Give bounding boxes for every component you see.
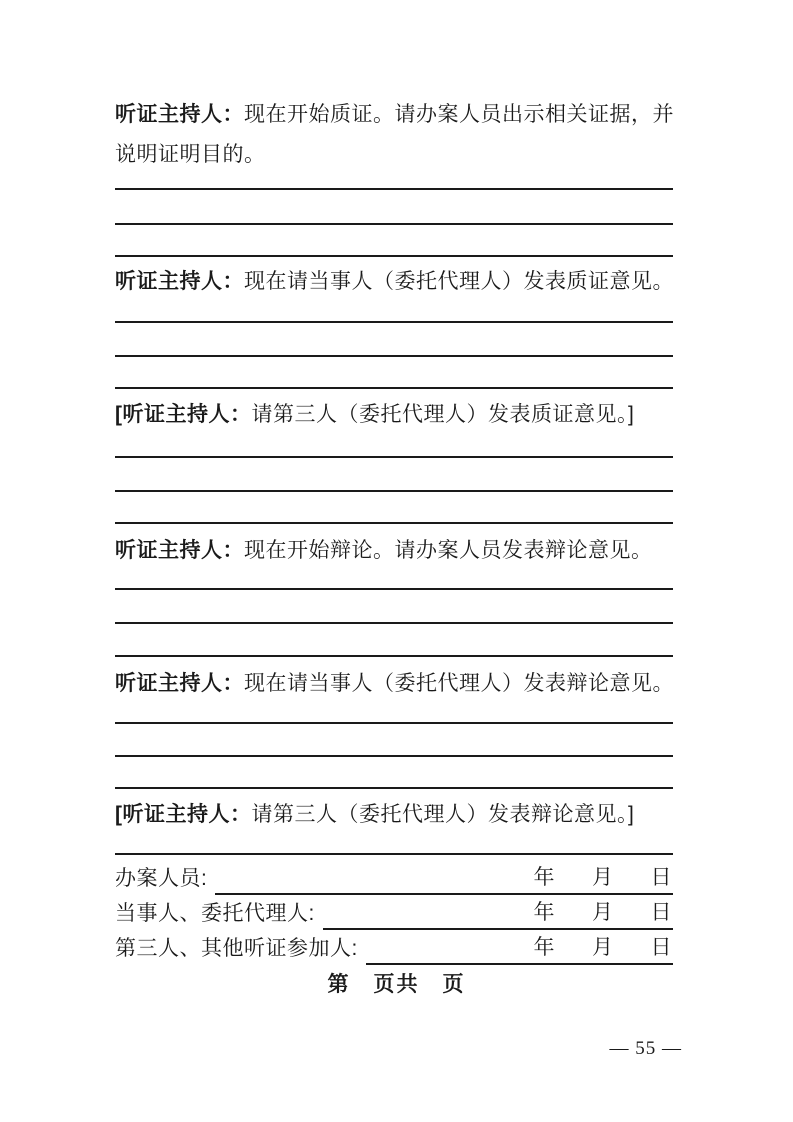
paragraph-text: 请第三人（委托代理人）发表质证意见。] bbox=[251, 403, 635, 426]
month-label: 月 bbox=[592, 901, 614, 924]
paragraph-third-party-debate bbox=[115, 795, 673, 835]
ruled-blank-line bbox=[115, 722, 673, 724]
ruled-blank-line bbox=[115, 490, 673, 492]
day-label: 日 bbox=[650, 901, 672, 924]
year-label: 年 bbox=[533, 936, 555, 959]
paragraph-text: 现在请当事人（委托代理人）发表辩论意见。 bbox=[244, 672, 674, 695]
ruled-blank-line bbox=[115, 255, 673, 257]
speaker-label: 听证主持人： bbox=[115, 103, 244, 126]
ruled-blank-line bbox=[115, 787, 673, 789]
ruled-blank-line bbox=[115, 223, 673, 225]
paragraph-text: 现在开始质证。请办案人员出示相关证据，并 bbox=[244, 103, 674, 126]
signature-row-case-handlers bbox=[115, 860, 673, 895]
signature-blank-line bbox=[323, 893, 673, 930]
paragraph-party-cross-examination bbox=[115, 262, 673, 302]
ruled-blank-line bbox=[115, 622, 673, 624]
paragraph-text: 请第三人（委托代理人）发表辩论意见。] bbox=[251, 803, 635, 826]
signature-label: 第三人、其他听证参加人: bbox=[115, 937, 358, 960]
year-label: 年 bbox=[533, 901, 555, 924]
paragraph-party-debate bbox=[115, 664, 673, 704]
paragraph-debate-start bbox=[115, 531, 673, 571]
paragraph-text: 现在请当事人（委托代理人）发表质证意见。 bbox=[244, 270, 674, 293]
ruled-blank-line bbox=[115, 755, 673, 757]
ruled-blank-line bbox=[115, 588, 673, 590]
paragraph-cross-examination-start bbox=[115, 95, 673, 175]
speaker-label: 听证主持人： bbox=[115, 672, 244, 695]
date-fields bbox=[534, 932, 674, 963]
paragraph-text-line2: 说明证明目的。 bbox=[115, 143, 266, 166]
signature-blank-line bbox=[215, 858, 673, 895]
page-counter: 第 页共 页 bbox=[327, 973, 466, 996]
ruled-blank-line bbox=[115, 853, 673, 855]
signature-blank-line bbox=[366, 928, 673, 965]
speaker-label: [听证主持人： bbox=[115, 803, 252, 826]
signature-row-party-agent bbox=[115, 895, 673, 930]
speaker-label: 听证主持人： bbox=[115, 539, 244, 562]
paragraph-text: 现在开始辩论。请办案人员发表辩论意见。 bbox=[244, 539, 653, 562]
ruled-blank-line bbox=[115, 655, 673, 657]
month-label: 月 bbox=[592, 936, 614, 959]
ruled-blank-line bbox=[115, 456, 673, 458]
ruled-blank-line bbox=[115, 522, 673, 524]
speaker-label: 听证主持人： bbox=[115, 270, 244, 293]
month-label: 月 bbox=[592, 866, 614, 889]
signature-label: 办案人员: bbox=[115, 867, 208, 890]
day-label: 日 bbox=[650, 866, 672, 889]
paragraph-third-party-cross-examination bbox=[115, 395, 673, 435]
date-fields bbox=[534, 897, 674, 928]
ruled-blank-line bbox=[115, 387, 673, 389]
ruled-blank-line bbox=[115, 188, 673, 190]
date-fields bbox=[534, 862, 674, 893]
signature-label: 当事人、委托代理人: bbox=[115, 902, 315, 925]
year-label: 年 bbox=[533, 866, 555, 889]
day-label: 日 bbox=[650, 936, 672, 959]
speaker-label: [听证主持人： bbox=[115, 403, 252, 426]
page-number: — 55 — bbox=[609, 1038, 682, 1059]
ruled-blank-line bbox=[115, 321, 673, 323]
signature-row-third-party-participants bbox=[115, 930, 673, 965]
ruled-blank-line bbox=[115, 355, 673, 357]
